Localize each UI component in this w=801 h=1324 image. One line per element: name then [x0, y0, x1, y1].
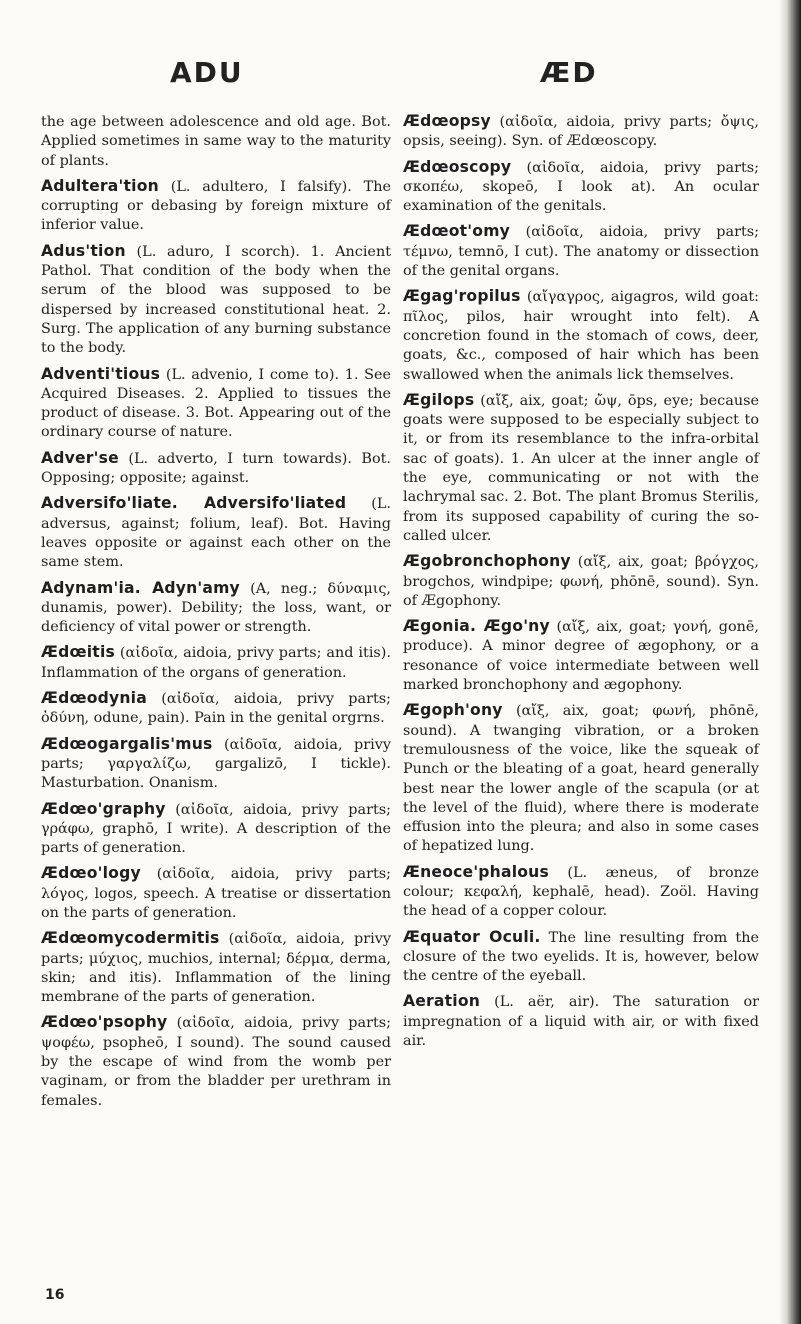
dictionary-entry [41, 735, 391, 794]
entry-definition: (αἰδοῖα, aidoia, privy parts; γράφω, graphō, I write). A description of the parts of generation. [41, 801, 391, 857]
dictionary-entry [403, 552, 759, 611]
entry-definition: (L. adultero, I falsify). The corrupting or debasing by foreign mixture of inferior value. [41, 178, 391, 234]
entry-headword: Æneoce'phalous [403, 862, 549, 881]
entry-headword: Ædœo'graphy [41, 799, 166, 818]
dictionary-entry [403, 287, 759, 384]
entry-definition: (αἰδοῖα, aidoia, privy parts; ψοφέω, psopheō, I sound). The sound caused by the escape of wind from the womb per vaginam, or from the bladder per urethram in females. [41, 1015, 391, 1109]
entry-definition: The line resulting from the closure of the two eyelids. It is, however, below the centre of the eyeball. [403, 929, 759, 985]
dictionary-entry [41, 112, 391, 171]
entry-headword: Ægobronchophony [403, 552, 571, 571]
entry-headword: Ædœogargalis'mus [41, 734, 213, 753]
header-left-guide-word: ADU [170, 56, 244, 89]
entry-definition: (αἰδοῖα, aidoia, privy parts; λόγος, logos, speech. A treatise or dissertation on the parts of generation. [41, 866, 391, 921]
entry-headword: Ægoph'ony [403, 701, 503, 720]
entry-definition: (αἴγαγρος, aigagros, wild goat: πῖλος, pilos, hair wrought into felt). A concretion found in the stomach of cows, deer, goats, &c., composed of hair which has been swallowed when the animals lick themselves. [403, 289, 759, 383]
page-number: 16 [45, 1287, 65, 1303]
entry-headword: Ægag'ropilus [403, 287, 521, 306]
entry-headword: Ædœoscopy [403, 157, 512, 176]
entry-definition: (αἰδοῖα, aidoia, privy parts; γαργαλίζω, gargalizō, I tickle). Masturbation. Onanism. [41, 736, 391, 792]
dictionary-entry [41, 494, 391, 572]
entry-definition: (A, neg.; δύναμις, dunamis, power). Debility; the loss, want, or deficiency of vital power or strength. [41, 580, 392, 636]
running-header [0, 56, 780, 96]
dictionary-entry [403, 701, 759, 856]
entry-definition: (L. adversus, against; folium, leaf). Bot. Having leaves opposite or against each other on the same stem. [41, 496, 391, 571]
entry-definition: (αἰδοῖα, aidoia, privy parts; σκοπέω, skopeō, I look at). An ocular examination of the genitals. [403, 159, 759, 215]
entry-definition: (αἴξ, aix, goat; γονή, gonē, produce). A minor degree of ægophony, or a resonance of voice intermediate between well marked bronchophony and ægophony. [403, 619, 759, 694]
dictionary-entry [403, 928, 759, 987]
dictionary-entry [403, 391, 759, 546]
dictionary-entry [41, 365, 391, 443]
dictionary-entry [41, 242, 391, 359]
right-column [403, 112, 759, 1057]
entry-definition: (αἰδοῖα, aidoia, privy parts; ὀδύνη, odune, pain). Pain in the genital orgrns. [41, 691, 391, 727]
entry-definition: (αἰδοῖα, aidoia, privy parts; ὄψις, opsis, seeing). Syn. of Ædœoscopy. [403, 114, 759, 150]
dictionary-entry [41, 643, 391, 683]
entry-definition: (αἴξ, aix, goat; ὤψ, ōps, eye; because goats were supposed to be especially subject to it, or from its resemblance to the infra-orbital sac of goats). 1. An ulcer at the inner angle of the eye, communicating or not with the lachrymal sac. 2. Bot. The plant Bromus Sterilis, from its supposed capability of curing the so-called ulcer. [403, 392, 759, 544]
dictionary-entry [403, 992, 759, 1051]
dictionary-entry [403, 112, 759, 152]
entry-definition: (L. advenio, I come to). 1. See Acquired Diseases. 2. Applied to tissues the product of disease. 3. Bot. Appearing out of the ordinary course of nature. [41, 366, 391, 441]
entry-headword: Aeration [403, 992, 481, 1011]
entry-headword: Ædœomycodermitis [41, 929, 220, 948]
entry-headword: Adventi'tious [41, 364, 161, 383]
entry-headword: Adynam'ia. Adyn'amy [41, 578, 240, 597]
entry-headword: Adus'tion [41, 241, 126, 260]
entry-headword: Ædœodynia [41, 689, 147, 708]
entry-headword: Ægilops [403, 390, 475, 409]
dictionary-entry [41, 579, 391, 638]
dictionary-entry [41, 929, 391, 1007]
entry-headword: Ædœot'omy [403, 222, 511, 241]
dictionary-entry [41, 864, 391, 923]
entry-definition: (αἴξ, aix, goat; βρόγχος, brogchos, windpipe; φωνή, phōnē, sound). Syn. of Ægophony. [403, 554, 759, 609]
entry-headword: Ægonia. Ægo'ny [403, 617, 550, 636]
entry-headword: Adversifo'liate. Adversifo'liated [41, 494, 347, 513]
entry-headword: Æquator Oculi. [403, 927, 541, 946]
entry-definition: (αἰδοῖα, aidoia, privy parts; and itis). Inflammation of the organs of generation. [41, 645, 391, 681]
left-column [41, 112, 391, 1117]
entry-headword: Adultera'tion [41, 176, 159, 195]
entry-headword: Ædœo'psophy [41, 1013, 168, 1032]
dictionary-entry [403, 617, 759, 695]
dictionary-entry [41, 1013, 391, 1110]
dictionary-entry [41, 800, 391, 859]
entry-headword: Ædœo'logy [41, 864, 141, 883]
entry-definition: (αἰδοῖα, aidoia, privy parts; μύχιος, muchios, internal; δέρμα, derma, skin; and itis). Inflammation of the lining membrane of the parts of generation. [41, 931, 391, 1006]
entry-definition: (L. adverto, I turn towards). Bot. Opposing; opposite; against. [41, 450, 391, 487]
dictionary-entry [41, 689, 391, 729]
entry-headword: Ædœopsy [403, 112, 491, 130]
entry-definition: (L. æneus, of bronze colour; κεφαλή, kephalē, head). Zoöl. Having the head of a copper colour. [403, 864, 759, 920]
dictionary-entry [403, 158, 759, 217]
book-spine-shadow [779, 0, 801, 1324]
entry-headword: Ædœitis [41, 643, 115, 662]
dictionary-entry [41, 177, 391, 236]
entry-definition: (L. aduro, I scorch). 1. Ancient Pathol. That condition of the body when the serum of the blood was supposed to be dispersed by increased constitutional heat. 2. Surg. The application of any burning substance to the body. [41, 243, 391, 357]
header-right-guide-word: ÆD [540, 56, 598, 89]
dictionary-entry [403, 863, 759, 922]
entry-definition: (L. aër, air). The saturation or impregnation of a liquid with air, or with fixed air. [403, 994, 759, 1050]
dictionary-entry [41, 449, 391, 489]
dictionary-entry [403, 222, 759, 281]
entry-headword: Adver'se [41, 448, 119, 467]
entry-definition: (αἴξ, aix, goat; φωνή, phōnē, sound). A twanging vibration, or a broken tremulousness of the voice, like the squeak of Punch or the bleating of a goat, heard generally best near the lower angle of the scapula (or at the level of the fluid), where there is moderate effusion into the pleura; and also in some cases of hepatized lung. [403, 703, 759, 855]
entry-definition: (αἰδοῖα, aidoia, privy parts; τέμνω, temnō, I cut). The anatomy or dissection of the genital organs. [403, 224, 759, 280]
entry-definition: the age between adolescence and old age. Bot. Applied sometimes in same way to the maturity of plants. [41, 114, 391, 169]
